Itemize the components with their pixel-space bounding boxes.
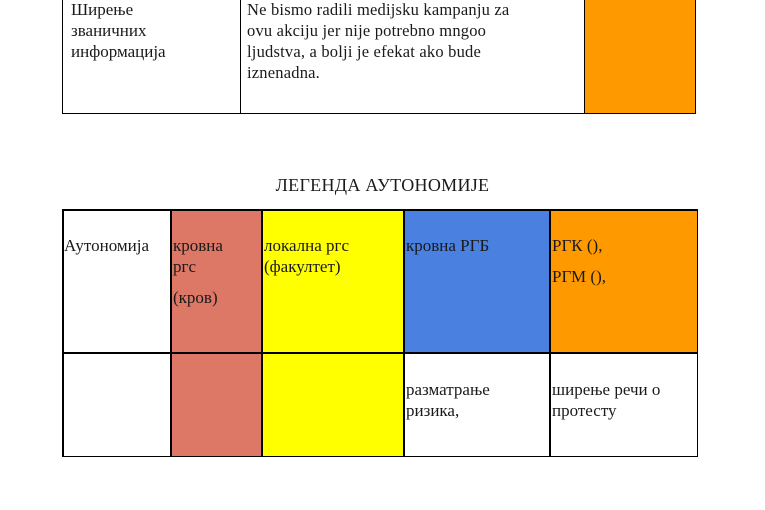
grid-line bbox=[403, 209, 405, 457]
top-desc-line: ovu akciju jer nije potrebno mngoo bbox=[247, 21, 487, 40]
legend-cell-yellow bbox=[262, 209, 404, 353]
legend-cell-text: Аутономија bbox=[64, 236, 150, 255]
legend-table bbox=[62, 209, 698, 457]
grid-line bbox=[261, 209, 263, 457]
legend-cell-red bbox=[171, 209, 262, 353]
grid-line bbox=[62, 209, 698, 211]
grid-line bbox=[170, 209, 172, 457]
legend-title: ЛЕГЕНДА АУТОНОМИЈЕ bbox=[275, 175, 490, 195]
legend-cell-text: (кров) bbox=[173, 288, 218, 307]
legend-cell-protest bbox=[550, 353, 698, 457]
top-table-label-cell bbox=[63, 0, 241, 113]
legend-cell-blue bbox=[404, 209, 550, 353]
grid-line bbox=[62, 456, 698, 458]
legend-cell-text: кровна bbox=[173, 236, 223, 255]
legend-cell-text: протесту bbox=[552, 401, 617, 420]
top-table-description-cell bbox=[241, 0, 585, 113]
legend-cell-text: ризика, bbox=[406, 401, 460, 420]
legend-cell-orange bbox=[550, 209, 698, 353]
legend-cell-empty bbox=[62, 353, 171, 457]
top-label-line: званичних bbox=[71, 21, 147, 40]
legend-cell-text: ргс bbox=[173, 257, 197, 276]
grid-line bbox=[62, 209, 64, 457]
grid-line bbox=[549, 209, 551, 457]
legend-cell-text: РГМ (), bbox=[552, 267, 606, 286]
legend-cell-text: ширење речи о bbox=[552, 380, 661, 399]
top-label-line: информација bbox=[71, 42, 166, 61]
top-table-color-cell bbox=[585, 0, 695, 113]
grid-line bbox=[697, 209, 699, 457]
legend-cell-text: РГК (), bbox=[552, 236, 603, 255]
top-label-line: Ширење bbox=[71, 0, 134, 19]
top-desc-line: ljudstva, a bolji je efekat ako bude bbox=[247, 42, 482, 61]
grid-line bbox=[62, 352, 698, 354]
legend-cell-autonomy-header bbox=[62, 209, 171, 353]
legend-cell-text: локална ргс bbox=[264, 236, 350, 255]
legend-cell-text: разматрање bbox=[406, 380, 490, 399]
legend-cell-red bbox=[171, 353, 262, 457]
legend-cell-text: кровна РГБ bbox=[406, 236, 490, 255]
legend-cell-text: (факултет) bbox=[264, 257, 341, 276]
legend-cell-risk bbox=[404, 353, 550, 457]
top-desc-line: iznenadna. bbox=[247, 63, 321, 82]
legend-cell-yellow bbox=[262, 353, 404, 457]
top-table bbox=[62, 0, 696, 114]
top-desc-line: Ne bismo radili medijsku kampanju za bbox=[247, 0, 510, 19]
